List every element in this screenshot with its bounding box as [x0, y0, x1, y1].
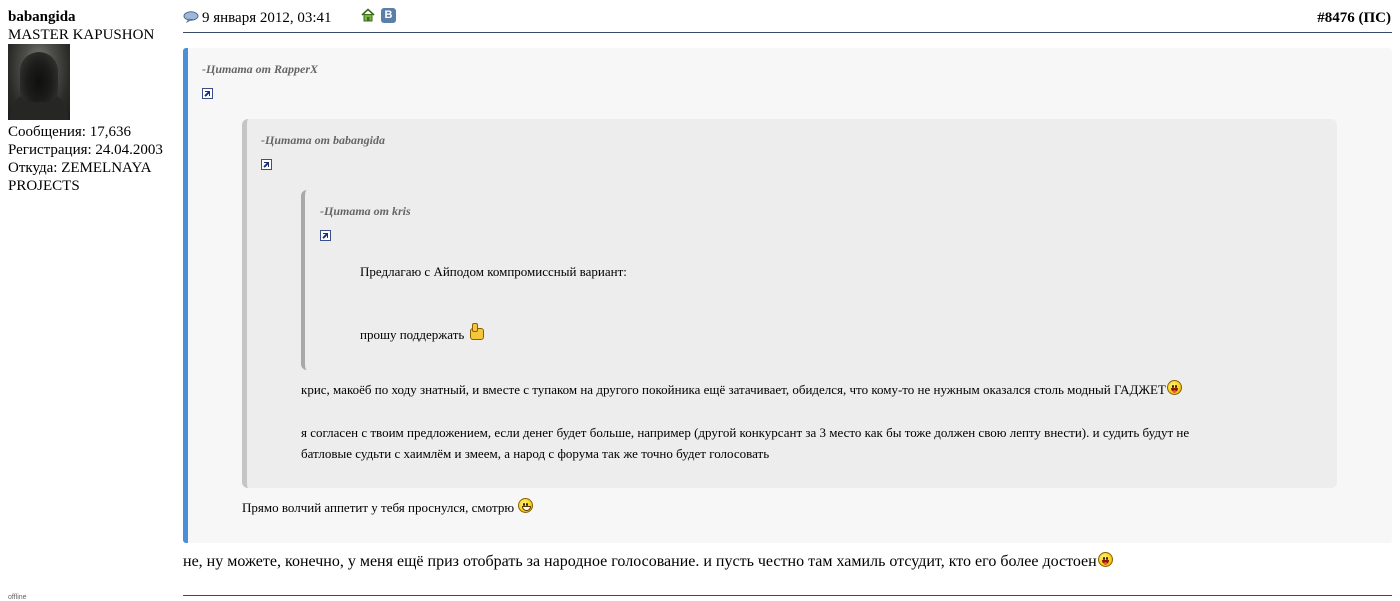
- vk-share-icon[interactable]: В: [381, 8, 396, 23]
- user-name[interactable]: babangida: [8, 9, 76, 25]
- quote-babangida-jump-icon[interactable]: [261, 159, 272, 170]
- quote-rapperx-jump-icon[interactable]: [202, 88, 213, 99]
- post-header: [183, 8, 1392, 33]
- user-location-line-1: Откуда: ZEMELNAYA: [8, 160, 152, 176]
- quote-babangida-text-1-line: [301, 379, 1182, 400]
- thumbs-up-finger: [472, 323, 478, 332]
- post-body-line: [183, 552, 1113, 572]
- tongue-smiley-icon: [1167, 380, 1182, 395]
- user-location-line-2: PROJECTS: [8, 178, 80, 194]
- quote-rapperx-text-line: [242, 497, 533, 518]
- thumbs-up-icon: [468, 323, 485, 339]
- user-registration-date: Регистрация: 24.04.2003: [8, 142, 163, 158]
- post-number-link[interactable]: #8476: [1317, 10, 1355, 26]
- tongue-smiley-icon-body: [1098, 552, 1113, 567]
- post-body-text: не, ну можете, конечно, у меня ещё приз отобрать за народное голосование. и пусть честно там хамиль отсудит, кто его более достоен: [183, 553, 1097, 570]
- quote-rapperx-title: -Цитата от RapperX: [202, 62, 319, 76]
- quote-babangida-text-2-line-1: я согласен с твоим предложением, если денег будет больше, например (другой конкурсант за 3 место как бы тоже должен свою лепту внести). и судить будут не: [301, 425, 1190, 440]
- post-bubble-icon: [183, 11, 199, 23]
- user-post-count: Сообщения: 17,636: [8, 124, 131, 140]
- quote-rapperx-text: Прямо волчий аппетит у тебя проснулся, смотрю: [242, 500, 515, 515]
- post-footer-divider: [183, 595, 1392, 596]
- quote-kris-title: -Цитата от kris: [320, 204, 411, 218]
- post-date: 9 января 2012, 03:41: [202, 10, 332, 26]
- avatar[interactable]: [8, 44, 70, 120]
- home-icon[interactable]: [361, 8, 375, 22]
- post-number[interactable]: #8476 (ПС): [1317, 10, 1391, 26]
- ps-link[interactable]: ПС: [1363, 10, 1386, 26]
- user-panel: [8, 8, 178, 195]
- quote-kris-text-1: Предлагаю с Айподом компромиссный вариант:: [360, 264, 627, 279]
- quote-babangida-text-1: крис, макоёб по ходу знатный, и вместе с тупаком на другого покойника ещё затачивает, обиделся, что кому-то не нужным оказался столь модный ГАДЖЕТ: [301, 382, 1166, 397]
- avatar-figure-hood: [20, 52, 58, 102]
- offline-status: offline: [8, 594, 27, 601]
- quote-kris-text-2-line: [360, 323, 485, 345]
- user-title: MASTER KAPUSHON: [8, 27, 155, 43]
- quote-kris-text-2: прошу поддержать: [360, 327, 465, 342]
- quote-babangida-title: -Цитата от babangida: [261, 133, 386, 147]
- quote-babangida-text-2-line-2: батловые судьти с хаимлём и змеем, а народ с форума так же точно будет голосовать: [301, 446, 770, 461]
- grin-smiley-icon: [518, 498, 533, 513]
- quote-kris-jump-icon[interactable]: [320, 230, 331, 241]
